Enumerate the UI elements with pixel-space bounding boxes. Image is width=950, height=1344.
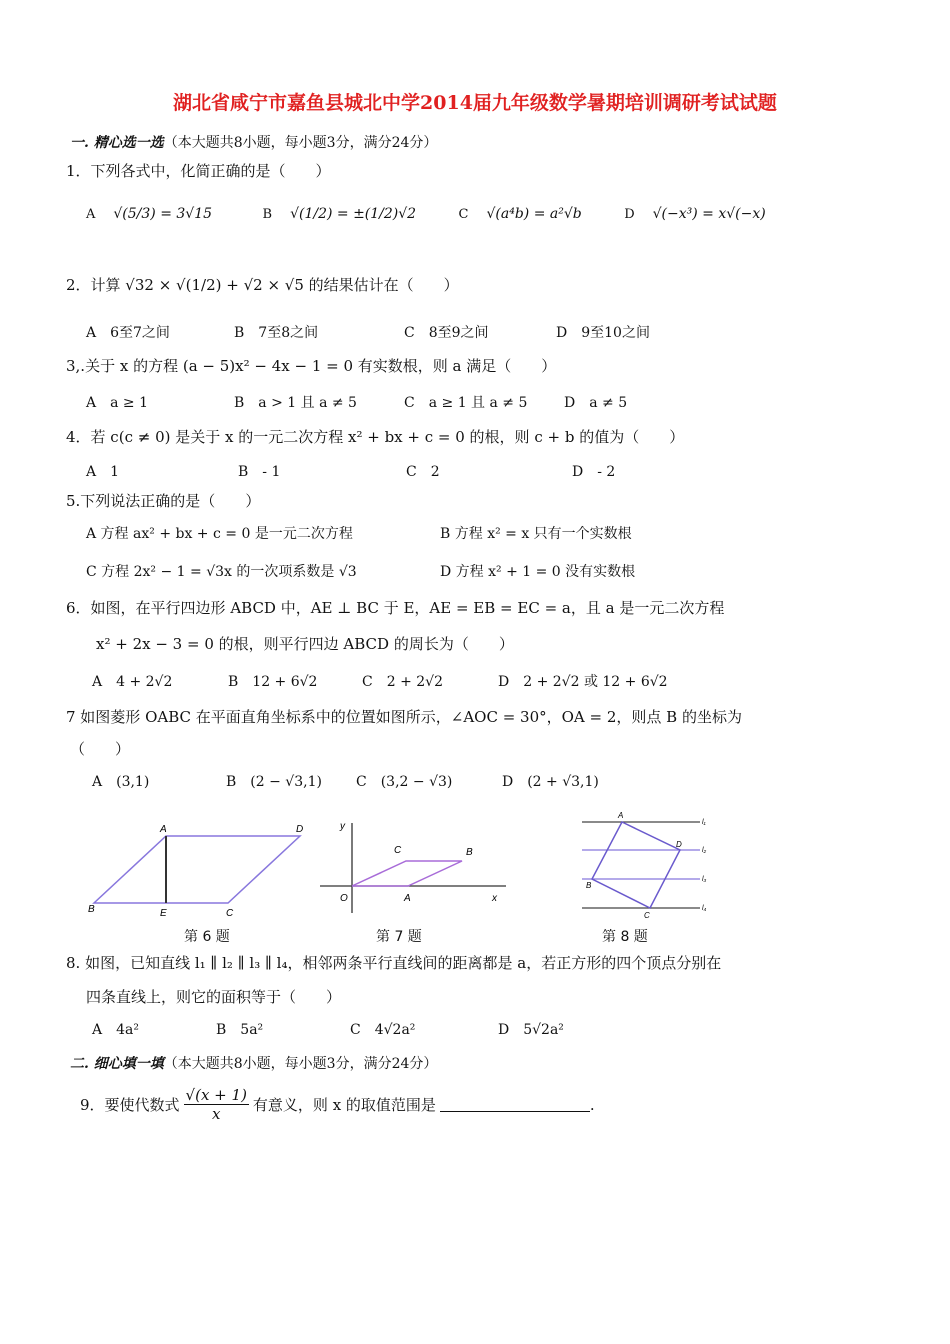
figure-8-label: A	[618, 811, 624, 820]
option-b: B 7至8之间	[234, 325, 319, 341]
option-c: C 2	[406, 464, 440, 480]
question-7-stem-line-1: 7 如图菱形 OABC 在平面直角坐标系中的位置如图所示，∠AOC = 30°，OA = 2，则点 B 的坐标为	[66, 708, 742, 726]
section-1-label: 一. 精心选一选	[70, 135, 164, 151]
question-5-option-d: D 方程 x² + 1 = 0 没有实数根	[440, 564, 636, 580]
option-b: B a > 1 且 a ≠ 5	[234, 395, 357, 411]
option-expr: √(a⁴b) = a²√b	[486, 206, 582, 222]
figure-8-label: l₄	[702, 905, 707, 912]
question-8-stem-line-2: 四条直线上，则它的面积等于（ ）	[86, 988, 342, 1006]
option-c: C 2 + 2√2	[362, 674, 443, 690]
page-title: 湖北省咸宁市嘉鱼县城北中学2014届九年级数学暑期培训调研考试试题	[173, 92, 777, 114]
section-2-label: 二. 细心填一填	[70, 1056, 164, 1072]
option-a: A a ≥ 1	[86, 395, 148, 411]
figure-7-label: O	[340, 893, 348, 904]
question-6-stem-line-2: x² + 2x − 3 = 0 的根，则平行四边 ABCD 的周长为（ ）	[96, 635, 514, 653]
question-7-options	[92, 771, 599, 791]
question-5-option-c: C 方程 2x² − 1 = √3x 的一次项系数是 √3	[86, 564, 357, 580]
figure-8-label: D	[676, 840, 682, 849]
figure-7-label: B	[466, 847, 473, 858]
option-a: A (3,1)	[92, 774, 150, 790]
figure-7-label: y	[340, 821, 345, 832]
figure-8-square-lines	[578, 808, 718, 920]
option-b: B 12 + 6√2	[228, 674, 318, 690]
option-label: A	[86, 207, 96, 222]
figure-6-label: D	[296, 824, 304, 835]
question-9-suffix: 有意义，则 x 的取值范围是	[252, 1096, 436, 1114]
option-expr: √(1/2) = ±(1/2)√2	[290, 206, 417, 222]
option-d: D a ≠ 5	[564, 395, 628, 411]
figure-7-label: x	[492, 893, 497, 904]
question-5-stem: 5.下列说法正确的是（ ）	[66, 492, 261, 510]
question-6-stem-line-1: 6．如图，在平行四边形 ABCD 中，AE ⊥ BC 于 E，AE = EB = EC = a，且 a 是一元二次方程	[66, 599, 725, 617]
option-label: C	[458, 207, 469, 222]
option-c: C 8至9之间	[404, 325, 489, 341]
question-9-prefix: 9．要使代数式	[80, 1096, 180, 1114]
figure-8-label: B	[586, 881, 592, 890]
fraction-denominator: x	[212, 1105, 221, 1123]
option-label: B	[262, 207, 273, 222]
option-a: A 6至7之间	[86, 325, 170, 341]
question-9	[80, 1086, 595, 1123]
option-c: C a ≥ 1 且 a ≠ 5	[404, 395, 528, 411]
option-expr: √(−x³) = x√(−x)	[652, 206, 766, 222]
option-c: C (3,2 − √3)	[356, 774, 453, 790]
figure-6-parallelogram	[84, 820, 314, 920]
fraction-numerator: √(x + 1)	[185, 1086, 247, 1104]
question-4-stem: 4．若 c(c ≠ 0) 是关于 x 的一元二次方程 x² + bx + c = 0 的根，则 c + b 的值为（ ）	[66, 428, 685, 446]
question-6-options	[92, 671, 668, 691]
question-9-fraction	[184, 1086, 249, 1123]
option-d: D 2 + 2√2 或 12 + 6√2	[498, 674, 668, 690]
question-8-stem-line-1: 8. 如图，已知直线 l₁ ∥ l₂ ∥ l₃ ∥ l₄，相邻两条平行直线间的距离都是 a，若正方形的四个顶点分别在	[66, 954, 722, 972]
figure-8-label: l₃	[702, 876, 707, 883]
question-3-options	[86, 392, 627, 412]
figure-8-label: l₁	[702, 819, 706, 826]
figure-7-caption: 第 7 题	[376, 929, 422, 945]
option-d: D - 2	[572, 464, 616, 480]
question-1-options	[86, 206, 766, 222]
figure-6-label: A	[160, 824, 167, 835]
question-8-options	[92, 1019, 564, 1039]
section-2-header	[70, 1053, 437, 1073]
option-b: B 5a²	[216, 1022, 264, 1038]
figure-6-caption: 第 6 题	[184, 929, 230, 945]
option-d: D 5√2a²	[498, 1022, 564, 1038]
section-1-desc: （本大题共8小题，每小题3分，满分24分）	[163, 135, 438, 151]
option-a: A 4a²	[92, 1022, 139, 1038]
section-1-header	[70, 132, 437, 152]
figure-7-label: A	[404, 893, 411, 904]
option-b: B - 1	[238, 464, 281, 480]
question-5-option-b: B 方程 x² = x 只有一个实数根	[440, 526, 632, 542]
option-d: D 9至10之间	[556, 325, 650, 341]
option-a: A 4 + 2√2	[92, 674, 173, 690]
figure-6-label: B	[88, 904, 95, 915]
figure-8-label: l₂	[702, 847, 707, 854]
figure-8-caption: 第 8 题	[602, 929, 648, 945]
figure-6-label: E	[160, 908, 167, 919]
question-3-stem: 3,.关于 x 的方程 (a − 5)x² − 4x − 1 = 0 有实数根，则 a 满足（ ）	[66, 357, 557, 375]
question-2-options	[86, 322, 650, 342]
section-2-desc: （本大题共8小题，每小题3分，满分24分）	[163, 1056, 438, 1072]
option-b: B (2 − √3,1)	[226, 774, 322, 790]
figure-6-label: C	[226, 908, 234, 919]
question-1-stem: 1．下列各式中，化简正确的是（ ）	[66, 162, 331, 180]
figure-7-label: C	[394, 845, 402, 856]
question-9-end: .	[589, 1095, 595, 1114]
figure-8-label: C	[644, 911, 650, 920]
option-a: A 1	[86, 464, 120, 480]
question-5-option-a: A 方程 ax² + bx + c = 0 是一元二次方程	[86, 526, 353, 542]
figure-7-rhombus-axes	[316, 815, 516, 920]
option-c: C 4√2a²	[350, 1022, 416, 1038]
question-4-options	[86, 461, 615, 481]
option-d: D (2 + √3,1)	[502, 774, 599, 790]
question-2-stem: 2．计算 √32 × √(1/2) + √2 × √5 的结果估计在（ ）	[66, 276, 459, 294]
option-label: D	[624, 207, 635, 222]
question-7-stem-line-2: （ ）	[70, 740, 131, 758]
answer-blank[interactable]	[440, 1097, 590, 1112]
option-expr: √(5/3) = 3√15	[113, 206, 213, 222]
